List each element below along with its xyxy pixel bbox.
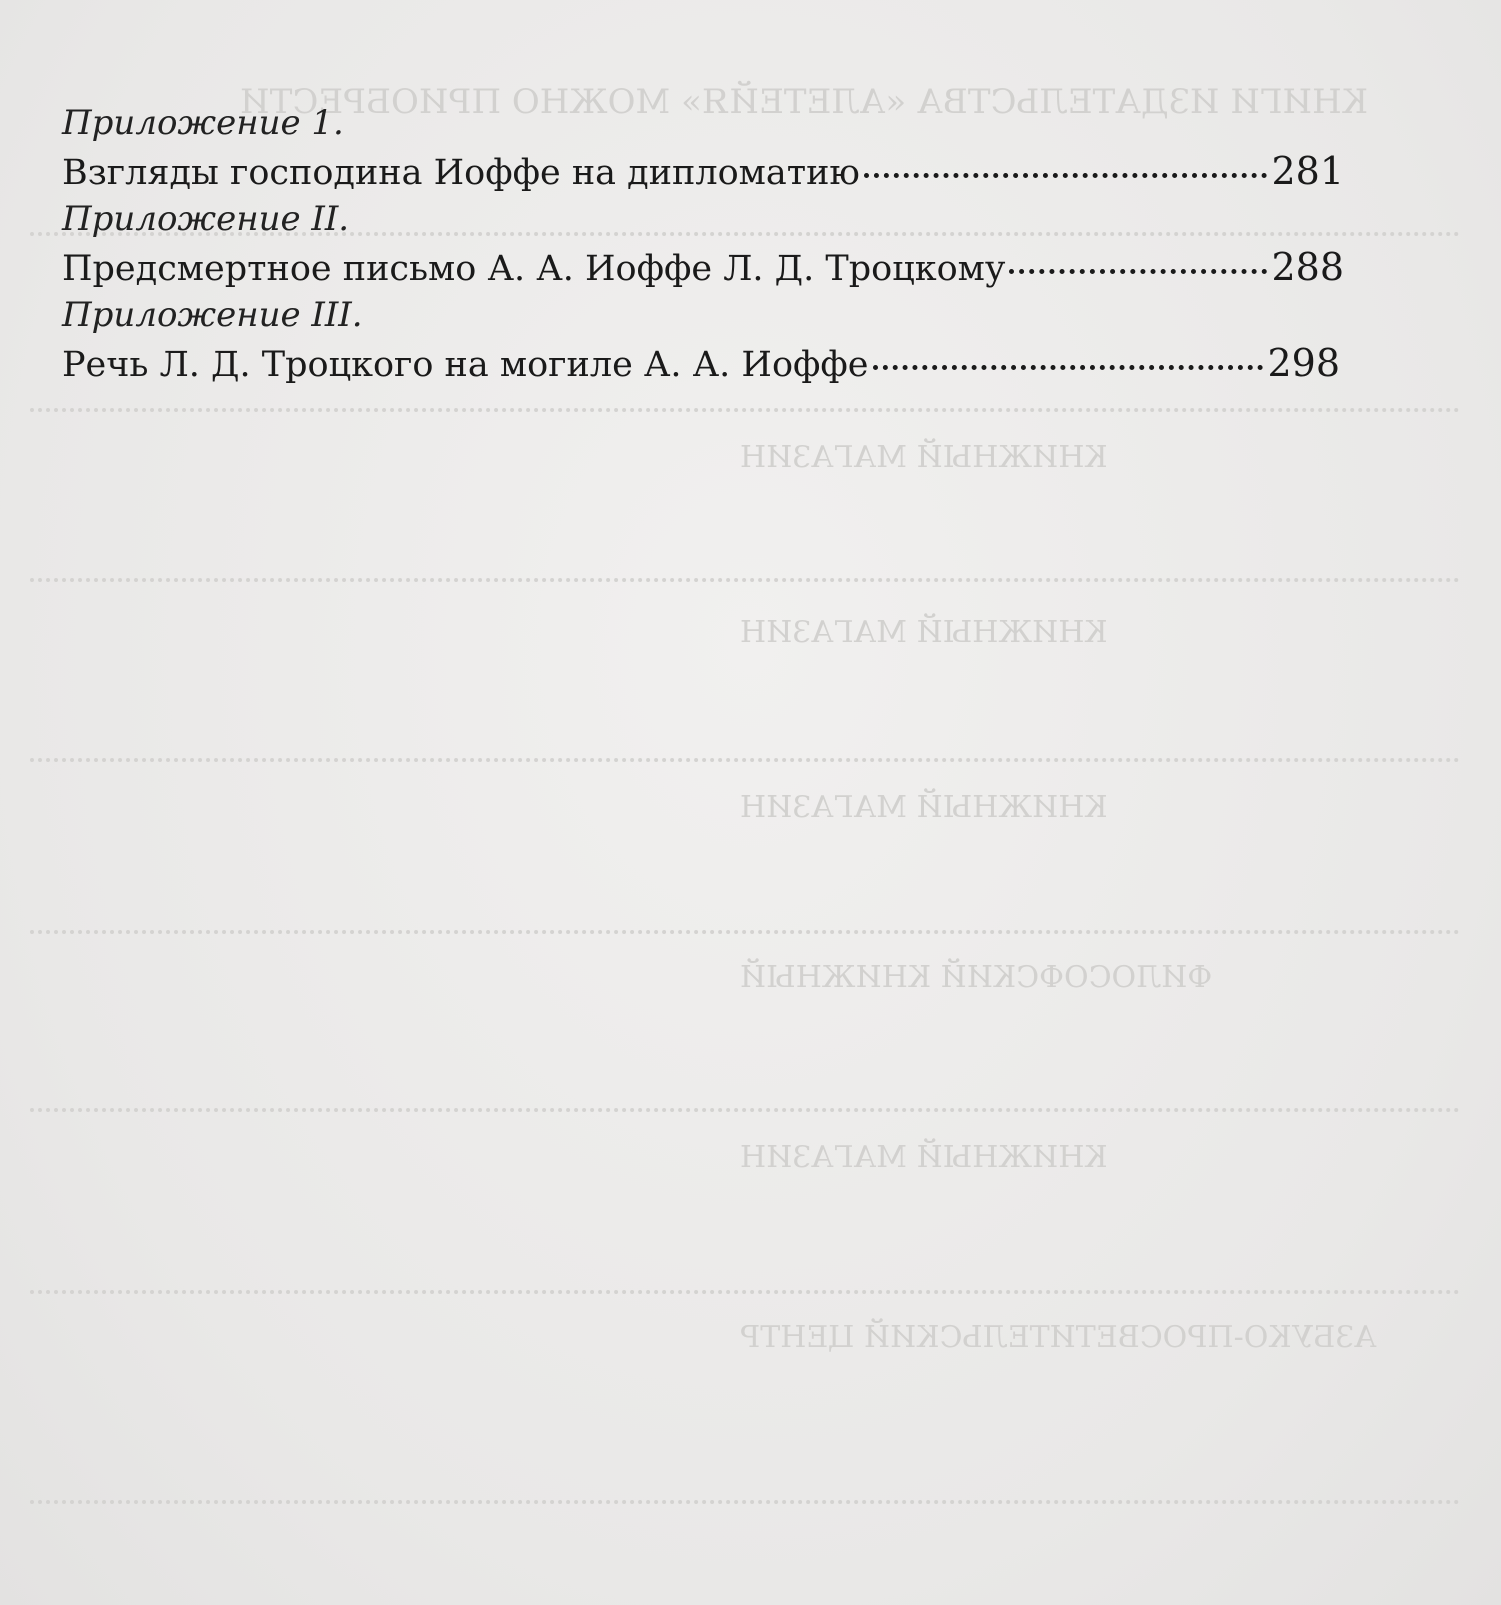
ghost-divider xyxy=(30,578,1460,582)
ghost-divider xyxy=(30,408,1460,412)
dot-leader xyxy=(873,365,1264,370)
toc-entry-2 xyxy=(62,242,1344,292)
toc-entry-title: Взгляды господина Иоффе на дипломатию xyxy=(62,153,860,193)
toc-entry-1 xyxy=(62,146,1344,196)
ghost-divider xyxy=(30,930,1460,934)
ghost-divider xyxy=(30,1108,1460,1112)
ghost-divider xyxy=(30,758,1460,762)
ghost-text-block: КНИЖНЫЙ МАГАЗИН xyxy=(740,1140,1108,1175)
ghost-text-block: КНИЖНЫЙ МАГАЗИН xyxy=(740,440,1108,475)
ghost-text-block: ФИЛОСОФСКИЙ КНИЖНЫЙ xyxy=(740,960,1213,995)
toc-page-number: 298 xyxy=(1267,341,1340,385)
ghost-text-header: КНИГИ ИЗДАТЕЛЬСТВА «АЛЕТЕЙЯ» МОЖНО ПРИОБРЕСТИ xyxy=(240,82,1369,122)
toc-entry-3 xyxy=(62,338,1340,388)
ghost-text-block: КНИЖНЫЙ МАГАЗИН xyxy=(740,790,1108,825)
table-of-contents xyxy=(62,100,1352,388)
appendix-heading-3: Приложение III. xyxy=(62,295,363,335)
ghost-divider xyxy=(30,1290,1460,1294)
ghost-text-block: АЗБУКО-ПРОСВЕТИТЕЛЬСКИЙ ЦЕНТР xyxy=(740,1320,1377,1355)
toc-page-number: 281 xyxy=(1271,149,1344,193)
appendix-heading-2: Приложение II. xyxy=(62,199,350,239)
appendix-heading-1: Приложение 1. xyxy=(62,103,344,143)
ghost-divider xyxy=(30,1500,1460,1504)
dot-leader xyxy=(1009,269,1267,274)
toc-entry-title: Речь Л. Д. Троцкого на могиле А. А. Иоффе xyxy=(62,345,869,385)
toc-entry-title: Предсмертное письмо А. А. Иоффе Л. Д. Троцкому xyxy=(62,249,1006,289)
ghost-text-block: КНИЖНЫЙ МАГАЗИН xyxy=(740,615,1108,650)
dot-leader xyxy=(864,173,1268,178)
toc-page-number: 288 xyxy=(1271,245,1344,289)
